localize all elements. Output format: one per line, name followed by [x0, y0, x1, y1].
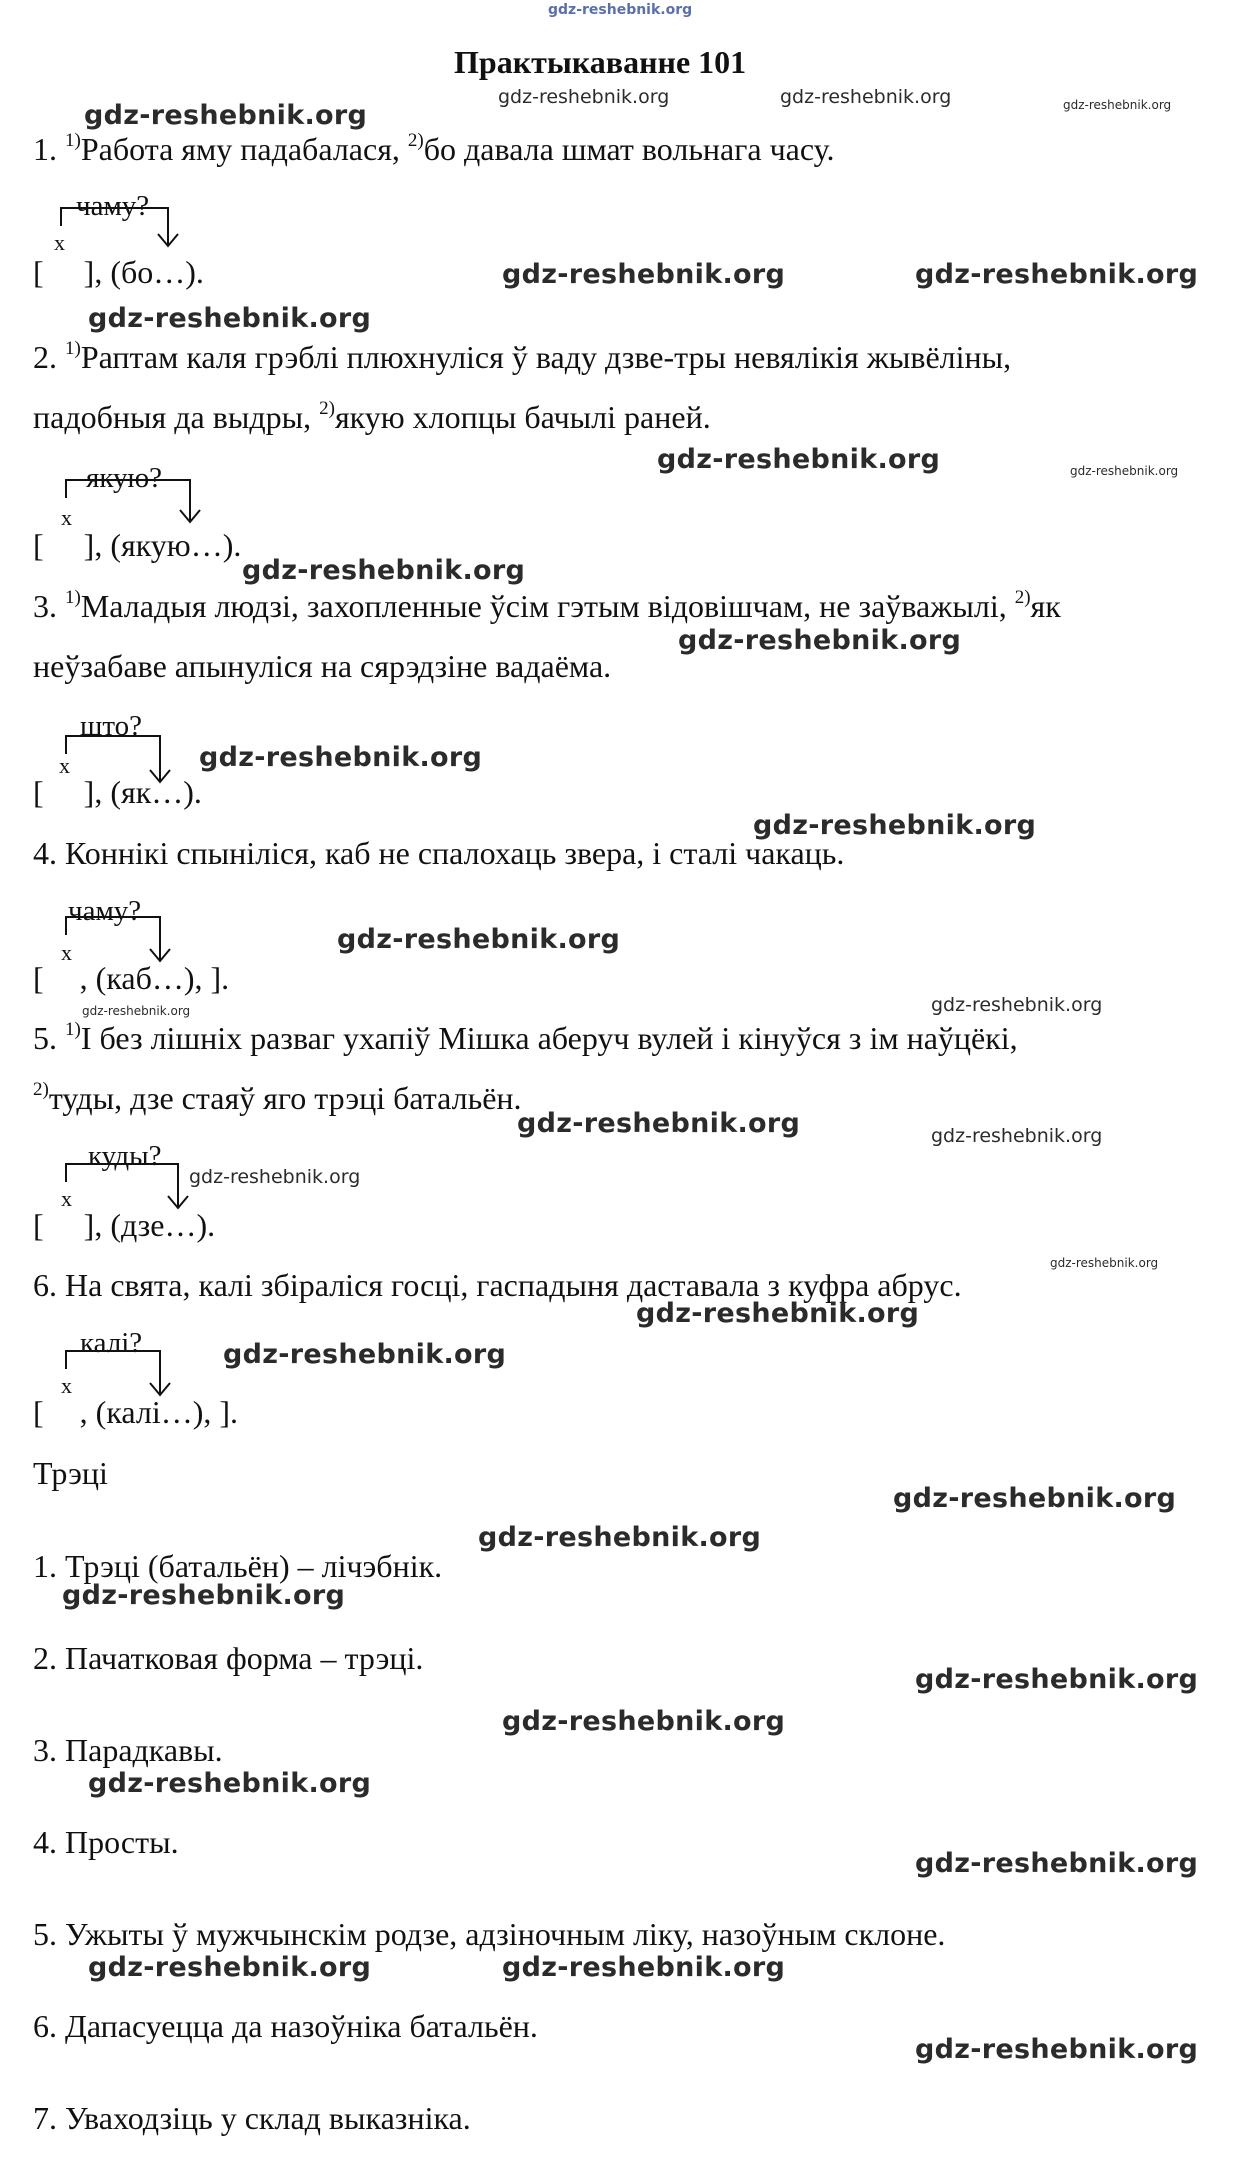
sentence-3-line-2: неўзабаве апынуліся на сярэдзіне вадаёма.: [33, 648, 612, 684]
sentence-5-line-1: 5. $^{1)}$І без лішніх разваг ухапіў Мішка аберуч вулей і кінуўся з ім наўцёкі,: [33, 1019, 1018, 1056]
scheme-4-subject-mark: x: [61, 940, 72, 965]
sentence-1: 1. $^{1)}$Работа яму падабалася, $^{2)}$бо давала шмат вольнага часу.: [33, 130, 835, 167]
sentence-5-line-2: $^{2)}$туды, дзе стаяў яго трэці батальён.: [33, 1079, 522, 1116]
watermark: gdz-reshebnik.org: [915, 1664, 1199, 1695]
scheme-2-subject-mark: x: [61, 505, 72, 530]
sentence-2-line-1: 2. $^{1)}$Раптам каля грэблі плюхнуліся ў ваду дзве-тры невялікія жывёліны,: [33, 338, 1012, 375]
watermark: gdz-reshebnik.org: [82, 1004, 191, 1018]
scheme-6-formula: [ , (калі…), ].: [33, 1394, 239, 1430]
scheme-1-arrow: [0, 200, 1247, 260]
scheme-2-question: якую?: [86, 462, 163, 494]
watermark: gdz-reshebnik.org: [915, 259, 1199, 290]
watermark: gdz-reshebnik.org: [1050, 1256, 1159, 1270]
watermark: gdz-reshebnik.org: [223, 1339, 507, 1370]
scheme-6-question: калі?: [80, 1327, 143, 1359]
scheme-5-question: куды?: [88, 1140, 162, 1172]
watermark: gdz-reshebnik.org: [931, 994, 1103, 1016]
watermark: gdz-reshebnik.org: [893, 1483, 1177, 1514]
scheme-5-formula: [ ], (дзе…).: [33, 1207, 216, 1243]
watermark: gdz-reshebnik.org: [780, 86, 952, 108]
watermark: gdz-reshebnik.org: [242, 555, 526, 586]
analysis-point-2: 2. Пачатковая форма – трэці.: [33, 1640, 424, 1676]
watermark: gdz-reshebnik.org: [636, 1298, 920, 1329]
sentence-2-line-2: падобныя да выдры, $^{2)}$якую хлопцы бачылі раней.: [33, 398, 711, 435]
scheme-1-formula: [ ], (бо…).: [33, 254, 204, 290]
watermark: gdz-reshebnik.org: [337, 924, 621, 955]
analysis-point-3: 3. Парадкавы.: [33, 1732, 223, 1768]
scheme-4-question: чаму?: [68, 895, 142, 927]
watermark: gdz-reshebnik.org: [189, 1166, 361, 1188]
scheme-6-arrow: [0, 1337, 1247, 1397]
watermark: gdz-reshebnik.org: [915, 1848, 1199, 1879]
scheme-5-arrow: [0, 1150, 1247, 1210]
watermark: gdz-reshebnik.org: [88, 303, 372, 334]
scheme-4-formula: [ , (каб…), ].: [33, 960, 230, 996]
watermark: gdz-reshebnik.org: [517, 1108, 801, 1139]
analysis-point-4: 4. Просты.: [33, 1824, 179, 1860]
scheme-3-formula: [ ], (як…).: [33, 774, 202, 810]
scheme-1-subject-mark: x: [54, 230, 65, 255]
watermark: gdz-reshebnik.org: [678, 625, 962, 656]
analysis-word: Трэці: [33, 1455, 108, 1491]
scheme-2-formula: [ ], (якую…).: [33, 527, 242, 563]
watermark: gdz-reshebnik.org: [498, 86, 670, 108]
watermark: gdz-reshebnik.org: [502, 259, 786, 290]
top-site-label: gdz-reshebnik.org: [548, 2, 693, 18]
watermark: gdz-reshebnik.org: [753, 810, 1037, 841]
watermark: gdz-reshebnik.org: [62, 1580, 346, 1611]
scheme-6-subject-mark: x: [61, 1373, 72, 1398]
watermark: gdz-reshebnik.org: [199, 742, 483, 773]
watermark: gdz-reshebnik.org: [88, 1768, 372, 1799]
scheme-2-arrow: [0, 472, 1247, 532]
scheme-3-question: што?: [80, 710, 142, 742]
watermark: gdz-reshebnik.org: [502, 1952, 786, 1983]
watermark: gdz-reshebnik.org: [84, 100, 368, 131]
watermark: gdz-reshebnik.org: [657, 444, 941, 475]
analysis-point-6: 6. Дапасуецца да назоўніка батальён.: [33, 2008, 538, 2044]
watermark: gdz-reshebnik.org: [915, 2034, 1199, 2065]
sentence-6: 6. На свята, калі збіраліся госці, гаспадыня даставала з куфра абрус.: [33, 1267, 962, 1303]
analysis-point-7: 7. Уваходзіць у склад выказніка.: [33, 2100, 471, 2136]
watermark: gdz-reshebnik.org: [502, 1706, 786, 1737]
analysis-point-5: 5. Ужыты ў мужчынскім родзе, адзіночным ліку, назоўным склоне.: [33, 1916, 946, 1952]
watermark: gdz-reshebnik.org: [1070, 464, 1179, 478]
scheme-5-subject-mark: x: [61, 1186, 72, 1211]
scheme-1-question: чаму?: [76, 190, 150, 222]
sentence-3-line-1: 3. $^{1)}$Маладыя людзі, захопленные ўсім гэтым відовішчам, не заўважылі, $^{2)}$як: [33, 587, 1061, 624]
watermark: gdz-reshebnik.org: [931, 1125, 1103, 1147]
analysis-point-1: 1. Трэці (батальён) – лічэбнік.: [33, 1548, 443, 1584]
watermark: gdz-reshebnik.org: [88, 1952, 372, 1983]
page-title: Практыкаванне 101: [454, 44, 747, 80]
scheme-4-arrow: [0, 905, 1247, 965]
watermark: gdz-reshebnik.org: [478, 1522, 762, 1553]
sentence-4: 4. Коннікі спыніліся, каб не спалохаць звера, і сталі чакаць.: [33, 835, 845, 871]
scheme-3-subject-mark: x: [59, 753, 70, 778]
scheme-3-arrow: [0, 720, 1247, 780]
watermark: gdz-reshebnik.org: [1063, 98, 1172, 112]
